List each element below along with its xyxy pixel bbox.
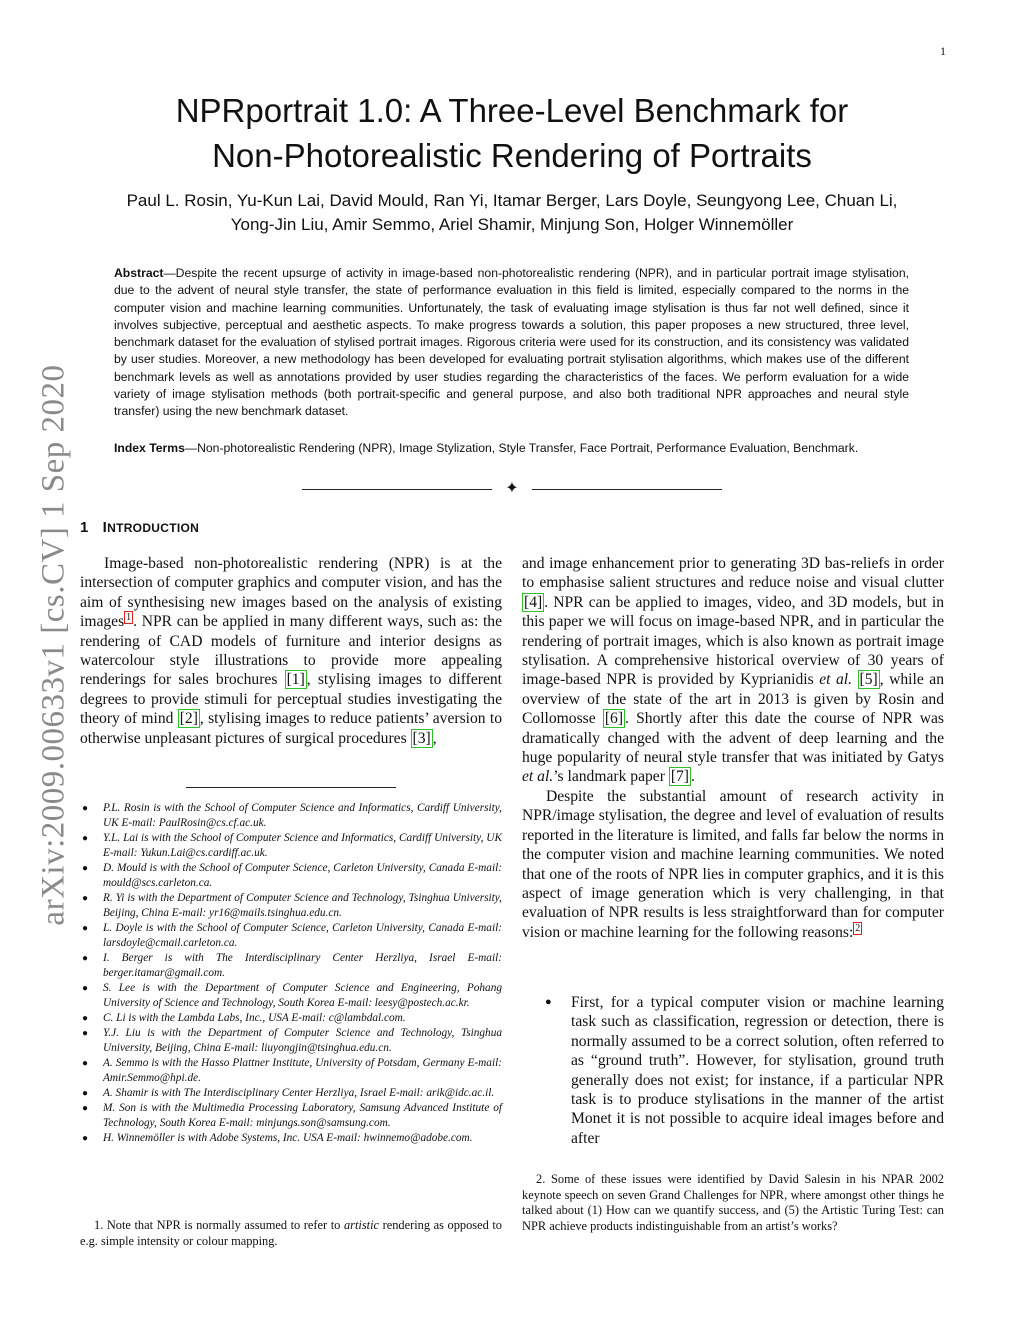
divider-line-right bbox=[532, 489, 722, 490]
left-column bbox=[80, 554, 502, 748]
abstract-label: Abstract bbox=[114, 266, 164, 280]
bullet-icon: ● bbox=[82, 803, 89, 814]
section-number: 1 bbox=[80, 519, 89, 536]
text-run: . bbox=[691, 768, 695, 786]
footnote-2 bbox=[522, 1172, 944, 1234]
citation-4[interactable]: [4] bbox=[524, 593, 543, 611]
section-heading-introduction bbox=[80, 519, 199, 536]
bullet-icon: ● bbox=[82, 1058, 89, 1069]
abstract bbox=[114, 265, 909, 421]
bullet-icon: ● bbox=[82, 893, 89, 904]
citation-5[interactable]: [5] bbox=[859, 671, 878, 689]
affiliation-item bbox=[80, 1056, 502, 1086]
text-run: , bbox=[432, 729, 437, 747]
affiliation-item bbox=[80, 981, 502, 1011]
bullet-icon: ● bbox=[82, 1028, 89, 1039]
section-title-initial: I bbox=[102, 519, 108, 536]
intro-paragraph-1-continued bbox=[522, 554, 944, 787]
text-run: , while an overview of the state of the art in 2013 is given by Rosin and Collomosse bbox=[522, 671, 944, 728]
text-run: and image enhancement prior to generating 3D bas-reliefs in order to emphasise salient structures and reduce noise and visual clutter bbox=[522, 555, 944, 592]
bullet-icon: ● bbox=[82, 1088, 89, 1099]
intro-paragraph-1 bbox=[80, 554, 502, 748]
bullet-icon: ● bbox=[545, 996, 552, 1008]
affiliation-text: I. Berger is with The Interdisciplinary Center Herzliya, Israel E-mail: berger.itamar@gmail.com. bbox=[103, 952, 502, 979]
affiliation-text: A. Shamir is with The Interdisciplinary Center Herzliya, Israel E-mail: arik@idc.ac.il. bbox=[103, 1087, 495, 1099]
bullet-icon: ● bbox=[82, 1133, 89, 1144]
affiliation-item bbox=[80, 921, 502, 951]
text-run: . NPR can be applied to images, video, and 3D models, but in this paper we will focus on image-based NPR, and in particular the rendering of portrait images, which is also known as portrait image stylisation. A comprehensive historical overview of 30 years of image-based NPR is provided by Kyprianidis bbox=[522, 593, 944, 689]
paper-title bbox=[0, 88, 1024, 178]
text-run: 1. Note that NPR is normally assumed to refer to bbox=[94, 1218, 344, 1232]
text-run: ’s landmark paper bbox=[553, 768, 669, 786]
affiliation-text: C. Li is with the Lambda Labs, Inc., USA E-mail: c@lambdal.com. bbox=[103, 1012, 406, 1024]
affiliation-list bbox=[80, 801, 502, 1146]
bullet-icon: ● bbox=[82, 1103, 89, 1114]
index-terms-label: Index Terms bbox=[114, 441, 185, 455]
affiliation-item bbox=[80, 1026, 502, 1056]
affiliation-item bbox=[80, 951, 502, 981]
paper-title-line-1: NPRportrait 1.0: A Three-Level Benchmark for bbox=[175, 92, 849, 129]
text-run: rendering as opposed to e.g. simple intensity or colour mapping. bbox=[80, 1218, 502, 1248]
author-list bbox=[0, 189, 1024, 237]
affiliation-text: A. Semmo is with the Hasso Plattner Institute, University of Potsdam, Germany E-mail: Amir.Semmo@hpi.de. bbox=[103, 1057, 502, 1084]
affiliation-text: Y.L. Lai is with the School of Computer Science and Informatics, Cardiff University, UK E-mail: Yukun.Lai@cs.cardiff.ac.uk. bbox=[103, 832, 502, 859]
index-terms-text: —Non-photorealistic Rendering (NPR), Image Stylization, Style Transfer, Face Portrait, Performance Evaluation, Benchmark. bbox=[184, 441, 859, 455]
page-number: 1 bbox=[940, 44, 946, 58]
bullet-icon: ● bbox=[82, 953, 89, 964]
text-run: et al. bbox=[819, 671, 853, 689]
affiliation-text: D. Mould is with the School of Computer Science, Carleton University, Canada E-mail: mould@scs.carleton.ca. bbox=[103, 862, 502, 889]
intro-paragraph-2 bbox=[522, 787, 944, 942]
citation-1[interactable]: [1] bbox=[286, 671, 305, 689]
affiliation-text: P.L. Rosin is with the School of Computer Science and Informatics, Cardiff University, UK E-mail: PaulRosin@cs.cf.ac.uk. bbox=[103, 802, 502, 829]
paper-title-line-2: Non-Photorealistic Rendering of Portraits bbox=[212, 137, 812, 174]
text-run: et al. bbox=[522, 768, 554, 786]
abstract-text: —Despite the recent upsurge of activity in image-based non-photorealistic rendering (NPR), and in particular portrait image stylisation, due to the advent of neural style transfer, the state of performance evaluation in this field is limited, especially compared to the norms in the computer vision and machine learning communities. Unfortunately, the task of evaluating image stylisation is thus far not well defined, since it involves subjective, perceptual and aesthetic aspects. To make progress towards a solution, this paper proposes a new structured, three level, benchmark dataset for the evaluation of stylised portrait images. Rigorous criteria were used for its construction, and its consistency was validated by user studies. Moreover, a new methodology has been developed for evaluating portrait stylisation algorithms, which makes use of the different benchmark levels as well as annotations provided by user studies regarding the characteristics of the faces. We perform evaluation for a wide variety of image stylisation methods (both portrait-specific and general purpose, and also both traditional NPR approaches and neural style transfer) using the new benchmark dataset. bbox=[114, 266, 909, 419]
citation-2[interactable]: [2] bbox=[179, 710, 198, 728]
bullet-icon: ● bbox=[82, 983, 89, 994]
text-run: . Shortly after this date the course of NPR was dramatically changed with the advent of deep learning and the huge popularity of neural style transfer that was initiated by Gatys bbox=[522, 710, 944, 767]
text-run: artistic bbox=[343, 1218, 380, 1232]
right-column bbox=[522, 554, 944, 942]
text-run: . NPR can be applied in many different ways, such as: the rendering of CAD models of furniture and interior designs as watercolour style illustrations to provide more appealing renderings for sales brochures bbox=[80, 613, 502, 689]
footnote-ref-1[interactable]: 1 bbox=[126, 612, 132, 624]
citation-3[interactable]: [3] bbox=[412, 729, 431, 747]
index-terms bbox=[114, 440, 909, 457]
divider-line-left bbox=[302, 489, 492, 490]
affiliation-text: M. Son is with the Multimedia Processing Laboratory, Samsung Advanced Institute of Technology, South Korea E-mail: minjungs.son@samsung.com. bbox=[103, 1102, 502, 1129]
text-run: Despite the substantial amount of research activity in NPR/image stylisation, the degree and level of evaluation of results reported in the literature is limited, and falls far below the norms in the computer vision and machine learning communities. We noted that one of the roots of NPR lies in computer graphics, and it is this aspect of image generation which is very challenging, in that evaluation of NPR results is less straightforward than for computer vision or machine learning for the following reasons: bbox=[522, 787, 944, 941]
affiliation-item bbox=[80, 1101, 502, 1131]
footnote-2-text: 2. Some of these issues were identified by David Salesin in his NPAR 2002 keynote speech on seven Grand Challenges for NPR, where amongst other things he talked about (1) How can we quantify success, and (5) the Artistic Turing Test: can NPR achieve products indistinguishable from an artist’s works? bbox=[522, 1172, 944, 1233]
section-divider bbox=[302, 480, 722, 500]
list-item-text: First, for a typical computer vision or machine learning task such as classification, regression or detection, there is normally assumed to be a correct solution, often referred to as “ground truth”. However, for stylisation, ground truth generally does not exist; for instance, if a particular NPR task is to produce stylisations in the manner of the artist Monet it is not possible to acquire ideal images before and after bbox=[571, 994, 944, 1147]
bullet-icon: ● bbox=[82, 923, 89, 934]
affiliation-item bbox=[80, 831, 502, 861]
citation-6[interactable]: [6] bbox=[604, 710, 624, 728]
affiliation-item bbox=[80, 801, 502, 831]
affiliation-text: S. Lee is with the Department of Computer Science and Engineering, Pohang University of Science and Technology, South Korea E-mail: leesy@postech.ac.kr. bbox=[103, 982, 502, 1009]
text-run: , stylising images to different degrees to provide stimuli for perceptual studies investigating the theory of mind bbox=[80, 671, 502, 728]
affiliation-text: H. Winnemöller is with Adobe Systems, Inc. USA E-mail: hwinnemo@adobe.com. bbox=[103, 1132, 473, 1144]
footnote-1 bbox=[80, 1217, 502, 1249]
affiliation-item bbox=[80, 891, 502, 921]
divider-diamond-icon: ✦ bbox=[505, 480, 519, 497]
affiliation-text: R. Yi is with the Department of Computer Science and Technology, Tsinghua University, Beijing, China E-mail: yr16@mails.tsinghua.edu.cn. bbox=[103, 892, 502, 919]
text-run: , stylising images to reduce patients’ aversion to otherwise unpleasant pictures of surgical procedures bbox=[80, 710, 502, 747]
affiliation-text: L. Doyle is with the School of Computer Science, Carleton University, Canada E-mail: larsdoyle@cmail.carleton.ca. bbox=[103, 922, 502, 949]
bullet-icon: ● bbox=[82, 1013, 89, 1024]
footnote-ref-2[interactable]: 2 bbox=[855, 922, 861, 934]
affiliation-item bbox=[80, 861, 502, 891]
text-run: Image-based non-photorealistic rendering (NPR) is at the intersection of computer graphics and computer vision, and has the aim of synthesising new images based on the analysis of existing images bbox=[80, 555, 502, 631]
bullet-icon: ● bbox=[82, 833, 89, 844]
affiliation-text: Y.J. Liu is with the Department of Computer Science and Technology, Tsinghua University, Beijing, China E-mail: liuyongjin@tsinghua.edu.cn. bbox=[103, 1027, 502, 1054]
bullet-icon: ● bbox=[82, 863, 89, 874]
affiliation-item bbox=[80, 1011, 502, 1026]
citation-7[interactable]: [7] bbox=[670, 768, 689, 786]
reasons-bullet-list bbox=[540, 993, 944, 1148]
affiliation-item bbox=[80, 1086, 502, 1101]
section-title-rest: NTRODUCTION bbox=[107, 521, 200, 535]
list-item bbox=[540, 993, 944, 1148]
arxiv-identifier-stamp: arXiv:2009.00633v1 [cs.CV] 1 Sep 2020 bbox=[35, 364, 72, 926]
footnote-rule bbox=[186, 787, 396, 788]
author-list-line-2: Yong-Jin Liu, Amir Semmo, Ariel Shamir, Minjung Son, Holger Winnemöller bbox=[230, 215, 794, 234]
author-list-line-1: Paul L. Rosin, Yu-Kun Lai, David Mould, Ran Yi, Itamar Berger, Lars Doyle, Seungyong Lee, Chuan Li, bbox=[126, 191, 898, 210]
affiliation-item bbox=[80, 1131, 502, 1146]
